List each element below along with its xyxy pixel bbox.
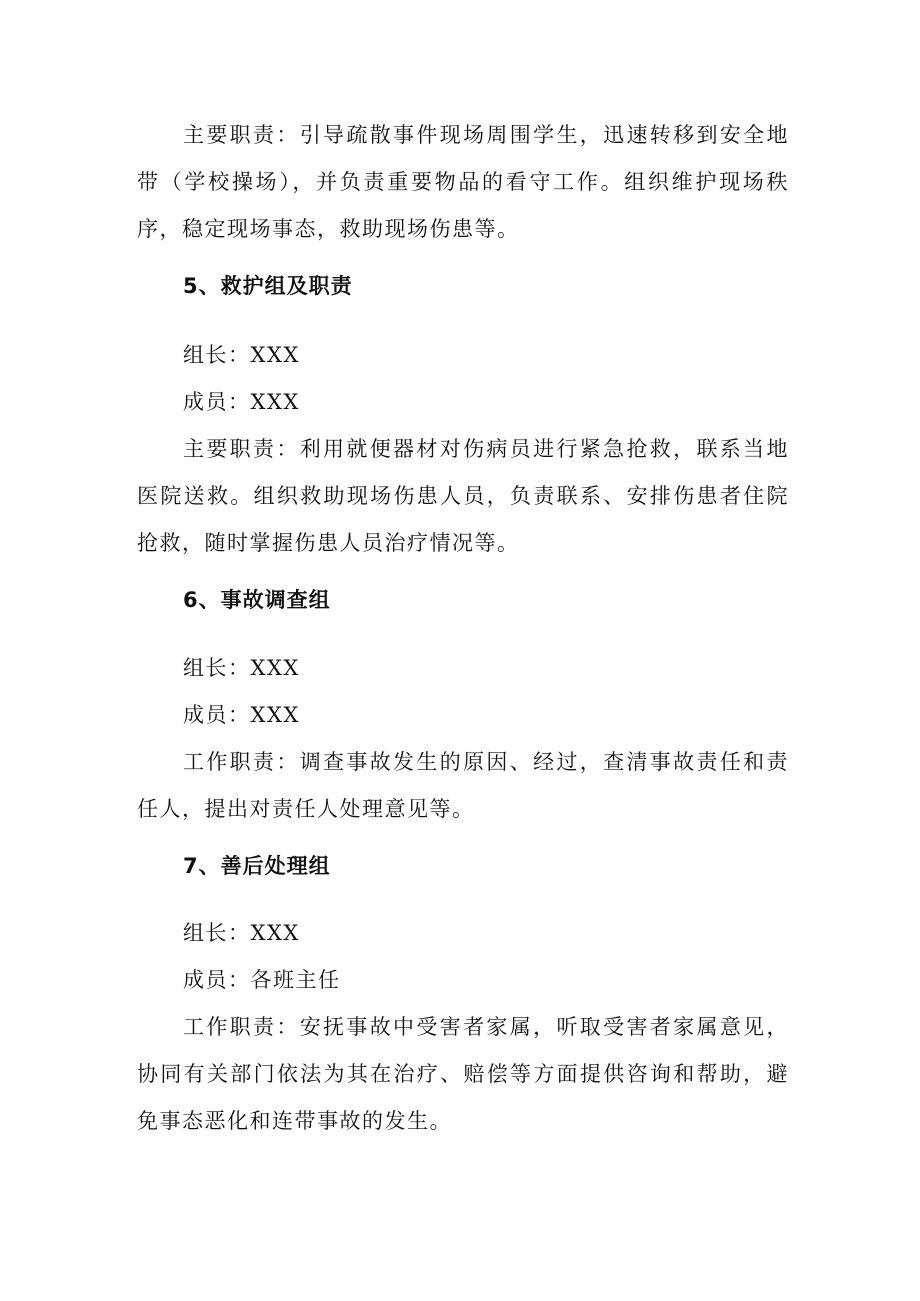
- section-6-leader: 组长：XXX: [183, 656, 300, 680]
- document-page: [137, 112, 789, 1155]
- section-7-members: 成员：各班主任: [183, 968, 341, 992]
- section-5-members: 成员：XXX: [183, 390, 300, 414]
- section-5-duty-paragraph: 主要职责：利用就便器材对伤病员进行紧急抢救，联系当地医院送救。组织救助现场伤患人员，负责联系、安排伤患者住院抢救，随时掌握伤患人员治疗情况等。: [137, 437, 789, 555]
- section-7-duty-paragraph: 工作职责：安抚事故中受害者家属，听取受害者家属意见，协同有关部门依法为其在治疗、赔偿等方面提供咨询和帮助，避免事态恶化和连带事故的发生。: [137, 1015, 789, 1133]
- section-7-leader: 组长：XXX: [183, 921, 300, 945]
- section-6-members: 成员：XXX: [183, 703, 300, 727]
- section-6-duty-paragraph: 工作职责：调查事故发生的原因、经过，查清事故责任和责任人，提出对责任人处理意见等。: [137, 750, 789, 821]
- intro-duty-paragraph: 主要职责：引导疏散事件现场周围学生，迅速转移到安全地带（学校操场），并负责重要物品的看守工作。组织维护现场秩序，稳定现场事态，救助现场伤患等。: [137, 123, 789, 241]
- section-5-heading: 5、救护组及职责: [183, 274, 353, 298]
- section-5-leader: 组长：XXX: [183, 343, 300, 367]
- section-7-heading: 7、善后处理组: [183, 854, 331, 878]
- section-6-heading: 6、事故调查组: [183, 588, 331, 612]
